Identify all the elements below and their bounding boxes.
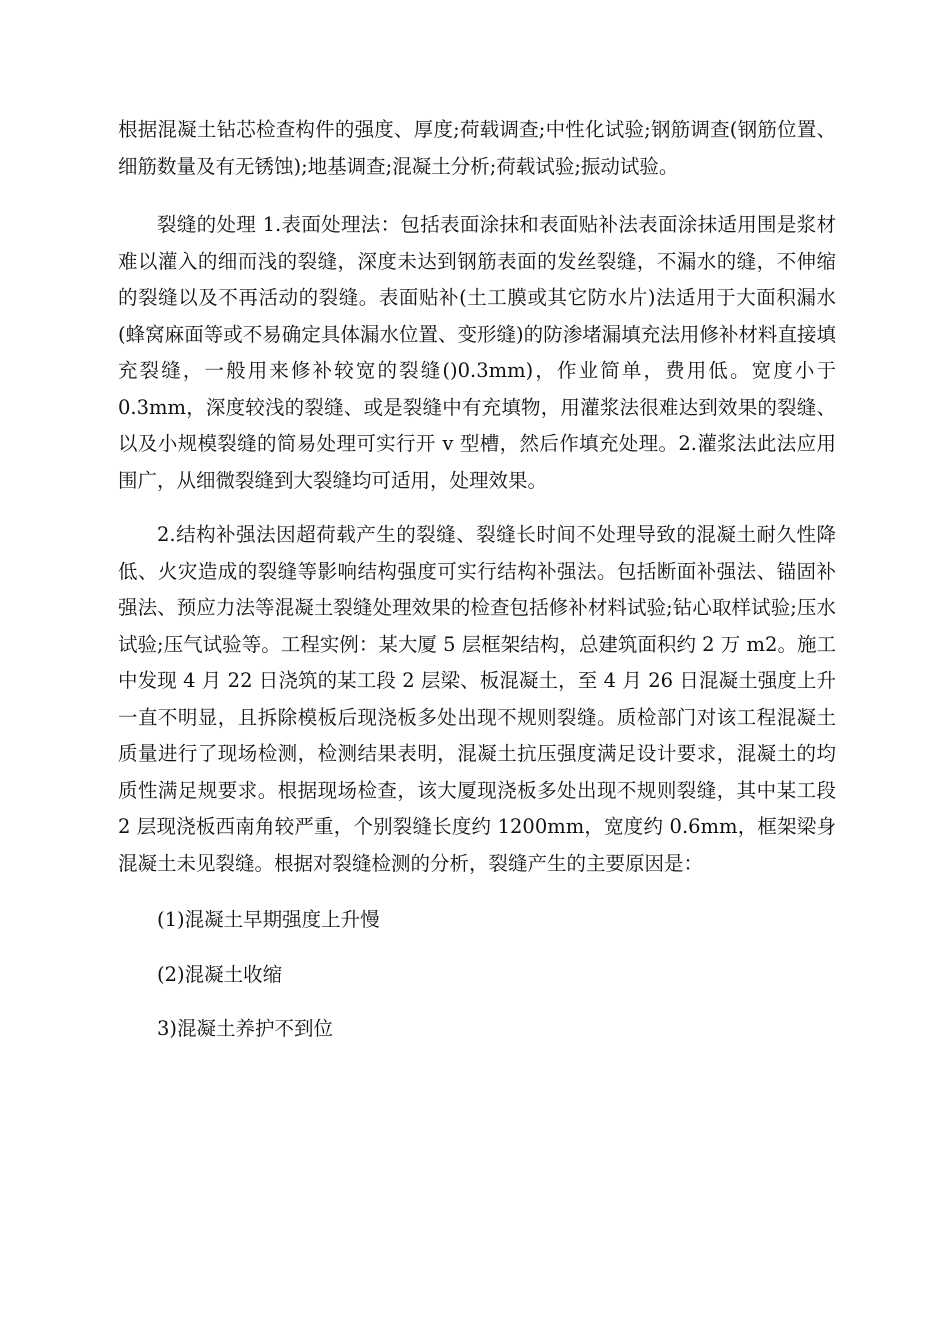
paragraph-structural-reinforcement: 2.结构补强法因超荷载产生的裂缝、裂缝长时间不处理导致的混凝土耐久性降低、火灾造成的裂缝等影响结构强度可实行结构补强法。包括断面补强法、锚固补强法、预应力法等混凝土裂缝处理效果的检查包括修补材料试验;钻心取样试验;压水试验;压气试验等。工程实例：某大厦 5 层框架结构，总建筑面积约 2 万 m2。施工中发现 4 月 22 日浇筑的某工段 2 层梁、板混凝土，至 4 月 26 日混凝土强度上升一直不明显，且拆除模板后现浇板多处出现不规则裂缝。质检部门对该工程混凝土质量进行了现场检测，检测结果表明，混凝土抗压强度满足设计要求，混凝土的均质性满足规要求。根据现场检查，该大厦现浇板多处出现不规则裂缝，其中某工段 2 层现浇板西南角较严重，个别裂缝长度约 1200mm，宽度约 0.6mm，框架梁身混凝土未见裂缝。根据对裂缝检测的分析，裂缝产生的主要原因是： <box>118 523 836 875</box>
list-item-shrinkage: (2)混凝土收缩 <box>157 962 283 986</box>
paragraph-inspection-methods: 根据混凝土钻芯检查构件的强度、厚度;荷载调查;中性化试验;钢筋调查(钢筋位置、细筋数量及有无锈蚀);地基调查;混凝土分析;荷载试验;振动试验。 <box>118 118 836 178</box>
list-item-curing: 3)混凝土养护不到位 <box>157 1017 334 1040</box>
paragraph-crack-treatment: 裂缝的处理 1.表面处理法：包括表面涂抹和表面贴补法表面涂抹适用围是浆材难以灌入的细而浅的裂缝，深度未达到钢筋表面的发丝裂缝，不漏水的缝，不伸缩的裂缝以及不再活动的裂缝。表面贴补(土工膜或其它防水片)法适用于大面积漏水(蜂窝麻面等或不易确定具体漏水位置、变形缝)的防渗堵漏填充法用修补材料直接填充裂缝，一般用来修补较宽的裂缝()0.3mm)，作业简单，费用低。宽度小于 0.3mm，深度较浅的裂缝、或是裂缝中有充填物，用灌浆法很难达到效果的裂缝、以及小规模裂缝的简易处理可实行开 v 型槽，然后作填充处理。2.灌浆法此法应用围广，从细微裂缝到大裂缝均可适用，处理效果。 <box>118 213 836 492</box>
list-item-early-strength: (1)混凝土早期强度上升慢 <box>157 908 380 931</box>
document-page <box>118 112 836 1048</box>
